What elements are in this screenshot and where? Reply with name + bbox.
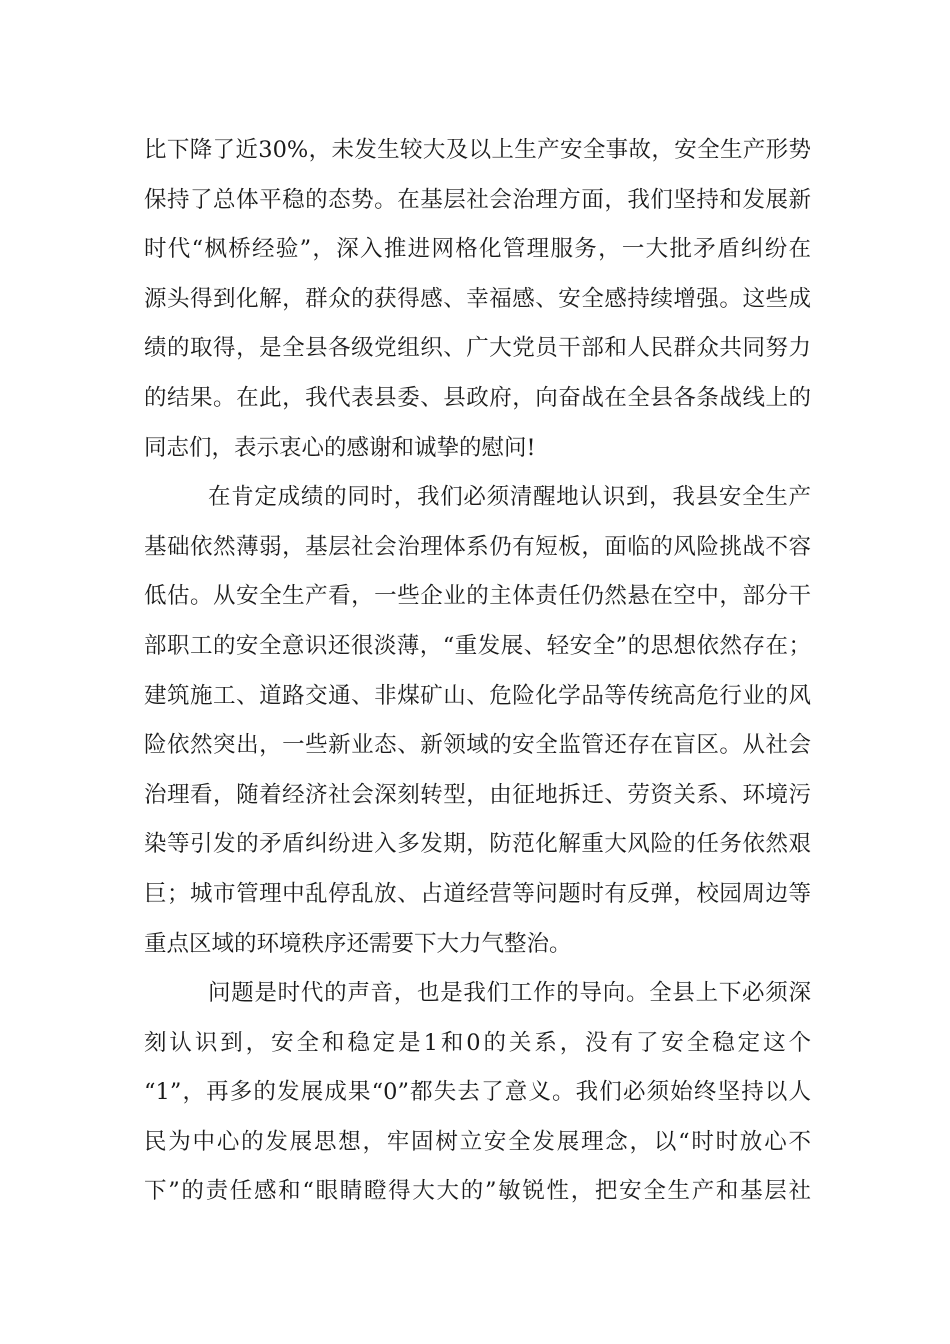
text-line: 刻认识到，安全和稳定是1和0的关系，没有了安全稳定这个	[144, 1029, 811, 1056]
paragraph-1	[144, 126, 811, 473]
text-line: 染等引发的矛盾纠纷进入多发期，防范化解重大风险的任务依然艰	[144, 831, 811, 858]
text-line: 在肯定成绩的同时，我们必须清醒地认识到，我县安全生产	[208, 484, 811, 511]
text-line: 低估。从安全生产看，一些企业的主体责任仍然悬在空中，部分干	[144, 583, 811, 610]
text-line: 巨；城市管理中乱停乱放、占道经营等问题时有反弹，校园周边等	[144, 880, 811, 907]
paragraph-3	[144, 969, 811, 1217]
text-line: 治理看，随着经济社会深刻转型，由征地拆迁、劳资关系、环境污	[144, 781, 811, 808]
text-line: 时代“枫桥经验”，深入推进网格化管理服务，一大批矛盾纠纷在	[144, 236, 811, 263]
text-line: 源头得到化解，群众的获得感、幸福感、安全感持续增强。这些成	[144, 285, 811, 312]
text-line: 建筑施工、道路交通、非煤矿山、危险化学品等传统高危行业的风	[144, 682, 811, 709]
paragraph-2	[144, 473, 811, 969]
text-line: 绩的取得，是全县各级党组织、广大党员干部和人民群众共同努力	[144, 335, 811, 362]
text-line: 的结果。在此，我代表县委、县政府，向奋战在全县各条战线上的	[144, 384, 811, 411]
text-line: 部职工的安全意识还很淡薄，“重发展、轻安全”的思想依然存在；	[144, 632, 811, 659]
text-line: 保持了总体平稳的态势。在基层社会治理方面，我们坚持和发展新	[144, 186, 811, 213]
text-line: 基础依然薄弱，基层社会治理体系仍有短板，面临的风险挑战不容	[144, 533, 811, 560]
text-line: 民为中心的发展思想，牢固树立安全发展理念，以“时时放心不	[144, 1128, 811, 1155]
body-text	[144, 126, 811, 1217]
text-line: “1”，再多的发展成果“0”都失去了意义。我们必须始终坚持以人	[144, 1079, 811, 1106]
text-line: 下”的责任感和“眼睛瞪得大大的”敏锐性，把安全生产和基层社	[144, 1178, 811, 1205]
text-line: 比下降了近30%，未发生较大及以上生产安全事故，安全生产形势	[144, 137, 811, 163]
text-line: 险依然突出，一些新业态、新领域的安全监管还存在盲区。从社会	[144, 732, 811, 759]
text-line: 问题是时代的声音，也是我们工作的导向。全县上下必须深	[208, 980, 811, 1007]
text-line: 同志们，表示衷心的感谢和诚挚的慰问!	[144, 434, 536, 461]
text-line: 重点区域的环境秩序还需要下大力气整治。	[144, 930, 572, 957]
